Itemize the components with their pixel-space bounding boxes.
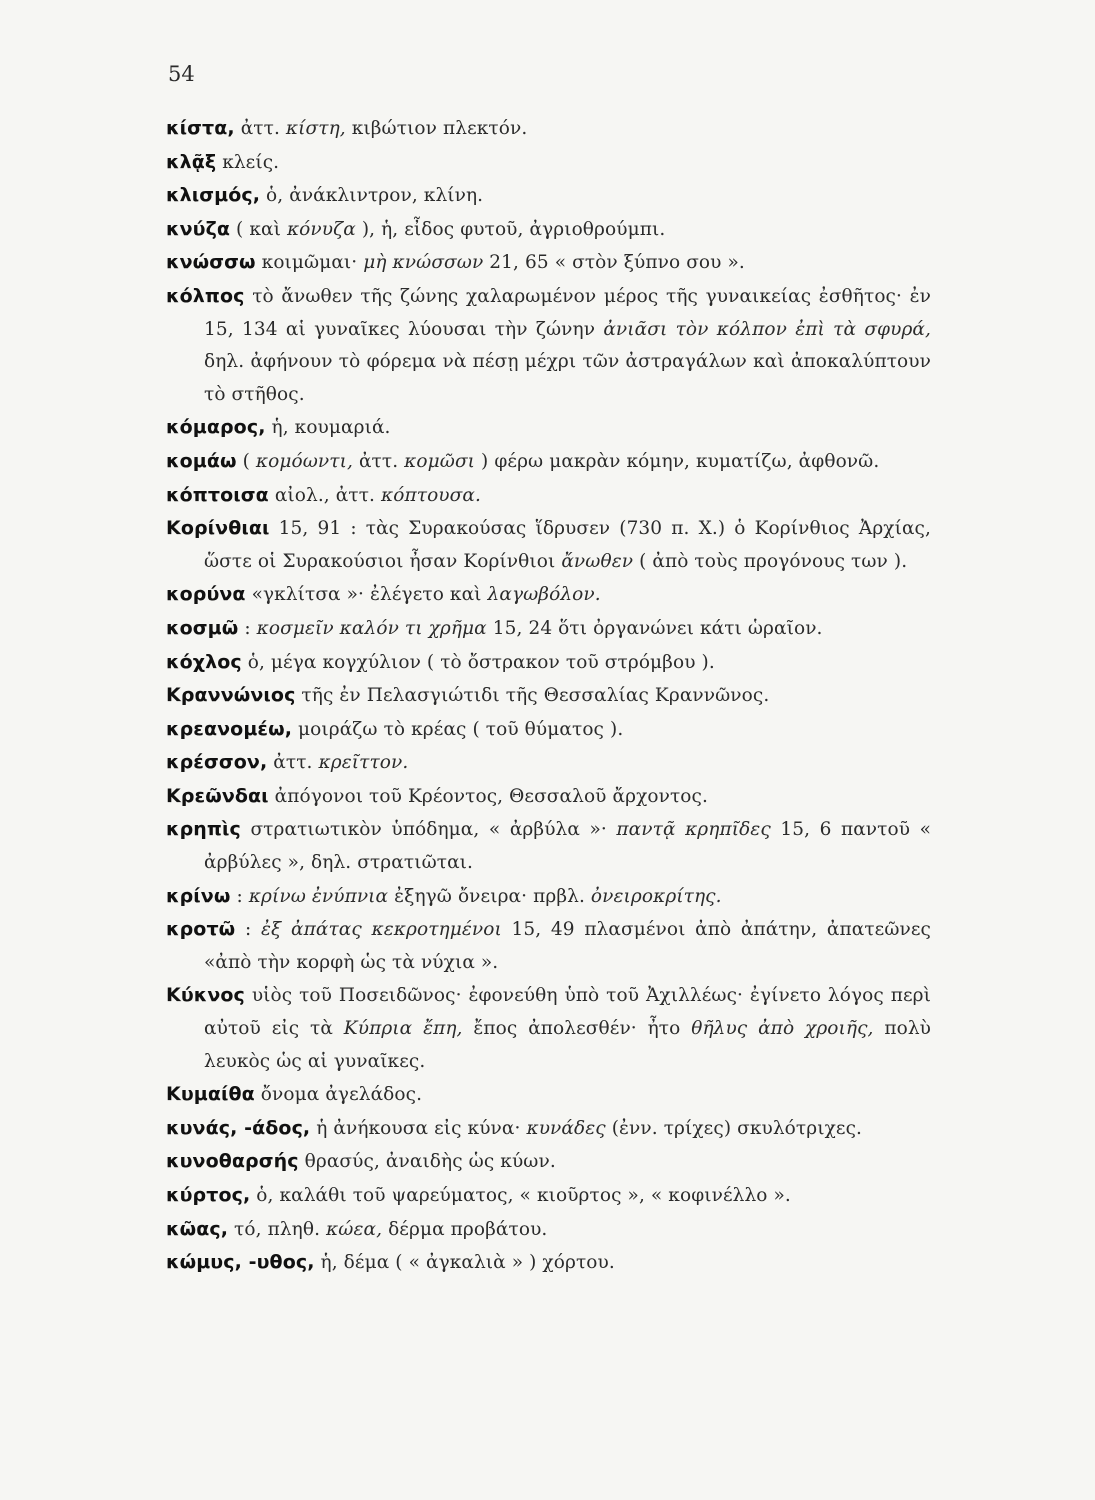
entry-definition: ἡ, κουμαριά. xyxy=(271,417,391,439)
entry-citation: ἐξ ἀπάτας κεκροτημένοι xyxy=(261,919,502,941)
dictionary-entry xyxy=(166,746,931,780)
entry-citation: κόπτουσα. xyxy=(381,484,481,506)
entry-citation: λαγωβόλον. xyxy=(487,584,601,606)
dictionary-entry xyxy=(166,512,931,578)
entry-definition: 15, 24 ὅτι ὀργανώνει κάτι ὡραῖον. xyxy=(492,617,823,639)
dictionary-entry xyxy=(166,1179,931,1213)
dictionary-entry xyxy=(166,280,931,411)
entry-definition: κλείς. xyxy=(222,151,280,173)
dictionary-entry xyxy=(166,479,931,513)
entry-definition: δηλ. ἀφήνουν τὸ φόρεμα νὰ πέσῃ μέχρι τῶν ἀστραγάλων καὶ ἀποκαλύπτουν τὸ στῆθος. xyxy=(204,351,931,405)
entry-headword: κρεανομέω, xyxy=(166,717,293,740)
entry-definition: ἀττ. xyxy=(358,450,399,472)
dictionary-entry xyxy=(166,1112,931,1146)
entry-citation: κώεα, xyxy=(326,1218,383,1240)
entry-headword: κρηπὶς xyxy=(166,818,241,841)
entry-definition: 15, 6 παντοῦ « ἀρβύλες », δηλ. στρατιῶται. xyxy=(204,819,932,874)
entry-headword: κυνοθαρσής xyxy=(166,1150,299,1173)
entry-definition: δέρμα προβάτου. xyxy=(388,1218,548,1240)
entry-citation: μὴ κνώσσων xyxy=(363,252,484,274)
entry-definition: ), ἡ, εἶδος φυτοῦ, ἀγριοθρούμπι. xyxy=(361,218,666,240)
dictionary-entry xyxy=(166,445,931,479)
entry-citation: ἀνιᾶσι τὸν κόλπον ἐπὶ τὰ σφυρά, xyxy=(603,318,931,340)
entry-definition: ὁ, ἀνάκλιντρον, κλίνη. xyxy=(266,185,484,207)
entry-definition: ἀττ. xyxy=(240,118,280,139)
entry-definition: ἀπόγονοι τοῦ Κρέοντος, Θεσσαλοῦ ἄρχοντος. xyxy=(274,785,708,807)
entry-headword: κόπτοισα xyxy=(166,483,269,506)
dictionary-entries xyxy=(166,112,931,1280)
entry-citation: κρεῖττον. xyxy=(318,752,409,774)
entry-definition: : xyxy=(236,885,243,907)
entry-headword: κρέσσον, xyxy=(166,751,268,774)
entry-citation: ἄνωθεν xyxy=(561,550,634,572)
entry-headword: κλᾷξ xyxy=(166,150,217,173)
entry-definition: κιβώτιον πλεκτόν. xyxy=(351,118,528,139)
entry-headword: κίστα, xyxy=(166,117,235,139)
entry-definition: ὁ, μέγα κογχύλιον ( τὸ ὄστρακον τοῦ στρόμβου ). xyxy=(247,651,715,673)
dictionary-entry xyxy=(166,1078,931,1112)
entry-definition: θρασύς, ἀναιδὴς ὡς κύων. xyxy=(304,1151,556,1173)
entry-headword: κοσμῶ xyxy=(166,616,239,639)
entry-definition: αἰολ., ἀττ. xyxy=(274,484,376,506)
entry-citation: κυνάδες xyxy=(526,1117,606,1139)
entry-definition: (ἐνν. τρίχες) σκυλότριχες. xyxy=(611,1117,863,1139)
entry-headword: κορύνα xyxy=(166,583,246,606)
entry-definition: 15, 91 : τὰς Συρακούσας ἵδρυσεν (730 π. Χ.) ὁ Κορίνθιος Ἀρχίας, ὥστε οἱ Συρακούσιοι ἦσαν Κορίνθιοι xyxy=(204,518,931,572)
dictionary-entry xyxy=(166,112,931,146)
entry-headword: κρίνω xyxy=(166,884,231,907)
entry-definition: ὁ, καλάθι τοῦ ψαρεύματος, « κιοῦρτος », « κοφινέλλο ». xyxy=(256,1185,791,1206)
entry-citation: παντᾷ κρηπῖδες xyxy=(616,819,771,841)
dictionary-entry xyxy=(166,780,931,814)
entry-definition: ( xyxy=(242,450,250,472)
dictionary-entry xyxy=(166,146,931,180)
entry-headword: κώμυς, -υθος, xyxy=(166,1251,315,1274)
page-number: 54 xyxy=(168,62,195,86)
entry-headword: κροτῶ xyxy=(166,918,236,941)
entry-definition: ὄνομα ἀγελάδος. xyxy=(260,1084,423,1106)
entry-headword: κόμαρος, xyxy=(166,416,266,439)
dictionary-entry xyxy=(166,913,931,979)
entry-citation: κίστη, xyxy=(285,118,346,139)
entry-headword: κομάω xyxy=(166,449,237,472)
dictionary-entry xyxy=(166,411,931,445)
entry-definition: ) φέρω μακρὰν κόμην, κυματίζω, ἀφθονῶ. xyxy=(481,450,880,472)
entry-headword: κῶας, xyxy=(166,1217,229,1240)
dictionary-entry xyxy=(166,1246,931,1280)
dictionary-entry xyxy=(166,646,931,680)
entry-headword: κόχλος xyxy=(166,650,242,673)
entry-citation: κοσμεῖν καλόν τι χρῆμα xyxy=(256,617,487,639)
entry-citation: κρίνω ἐνύπνια xyxy=(248,885,389,907)
entry-headword: κύρτος, xyxy=(166,1184,251,1206)
entry-definition: : xyxy=(244,919,252,941)
entry-definition: τό, πληθ. xyxy=(234,1218,321,1240)
dictionary-entry xyxy=(166,1213,931,1247)
entry-headword: Κραννώνιος xyxy=(166,684,296,707)
dictionary-entry xyxy=(166,679,931,713)
dictionary-entry xyxy=(166,179,931,213)
entry-definition: : xyxy=(244,617,251,639)
entry-definition: ( καὶ xyxy=(236,218,281,240)
entry-headword: Κρεῶνδαι xyxy=(166,784,269,807)
entry-definition: «γκλίτσα »· ἐλέγετο καὶ xyxy=(251,584,482,606)
entry-definition: υἱὸς τοῦ Ποσειδῶνος· ἐφονεύθη ὑπὸ τοῦ Ἀχιλλέως· ἐγίνετο λόγος περὶ αὐτοῦ εἰς τὰ xyxy=(204,985,931,1040)
entry-definition: ἐξηγῶ ὄνειρα· πρβλ. xyxy=(394,885,585,907)
entry-definition: ἡ ἀνήκουσα εἰς κύνα· xyxy=(316,1117,521,1139)
dictionary-entry xyxy=(166,246,931,280)
dictionary-entry xyxy=(166,979,931,1078)
entry-definition: ἀττ. xyxy=(273,752,313,774)
dictionary-entry xyxy=(166,612,931,646)
entry-citation: Κύπρια ἔπη, xyxy=(343,1018,463,1040)
dictionary-entry xyxy=(166,578,931,612)
entry-headword: κνύζα xyxy=(166,217,231,240)
dictionary-entry xyxy=(166,880,931,914)
dictionary-entry xyxy=(166,213,931,247)
entry-headword: Κυμαίθα xyxy=(166,1083,255,1106)
entry-citation: κομόωντι, xyxy=(255,450,353,472)
entry-definition: 15, 49 πλασμένοι ἀπὸ ἀπάτην, ἀπατεῶνες «ἀπὸ τὴν κορφὴ ὡς τὰ νύχια ». xyxy=(204,919,932,973)
entry-definition: ἡ, δέμα ( « ἀγκαλιὰ » ) χόρτου. xyxy=(320,1252,615,1274)
entry-definition: στρατιωτικὸν ὑπόδημα, « ἀρβύλα »· xyxy=(250,819,607,841)
entry-definition: τῆς ἐν Πελασγιώτιδι τῆς Θεσσαλίας Κραννῶνος. xyxy=(301,685,770,707)
dictionary-entry xyxy=(166,813,931,879)
dictionary-entry xyxy=(166,713,931,747)
entry-citation: θῆλυς ἀπὸ χροιῆς, xyxy=(691,1018,874,1040)
entry-headword: κλισμός, xyxy=(166,184,261,207)
entry-headword: κνώσσω xyxy=(166,251,256,274)
entry-definition: τὸ ἄνωθεν τῆς ζώνης χαλαρωμένον μέρος τῆς γυναικείας ἐσθῆτος· ἐν 15, 134 αἱ γυναῖκες λύουσαι τὴν ζώνην xyxy=(204,285,932,340)
entry-definition: κοιμῶμαι· xyxy=(261,252,358,274)
entry-headword: κόλπος xyxy=(166,284,245,307)
entry-definition: ( ἀπὸ τοὺς προγόνους των ). xyxy=(639,550,908,572)
entry-headword: Κύκνος xyxy=(166,984,245,1007)
entry-headword: Κορίνθιαι xyxy=(166,517,270,540)
entry-definition: μοιράζω τὸ κρέας ( τοῦ θύματος ). xyxy=(298,718,624,740)
dictionary-entry xyxy=(166,1145,931,1179)
entry-citation: ὀνειροκρίτης. xyxy=(590,885,722,907)
entry-citation: κομῶσι xyxy=(404,450,476,472)
entry-definition: 21, 65 « στὸν ξύπνο σου ». xyxy=(489,252,745,274)
entry-headword: κυνάς, -άδος, xyxy=(166,1116,311,1139)
entry-citation: κόνυζα xyxy=(286,218,356,240)
entry-definition: πολὺ λευκὸς ὡς αἱ γυναῖκες. xyxy=(204,1018,932,1072)
entry-definition: ἔπος ἀπολεσθέν· ἦτο xyxy=(473,1018,681,1040)
